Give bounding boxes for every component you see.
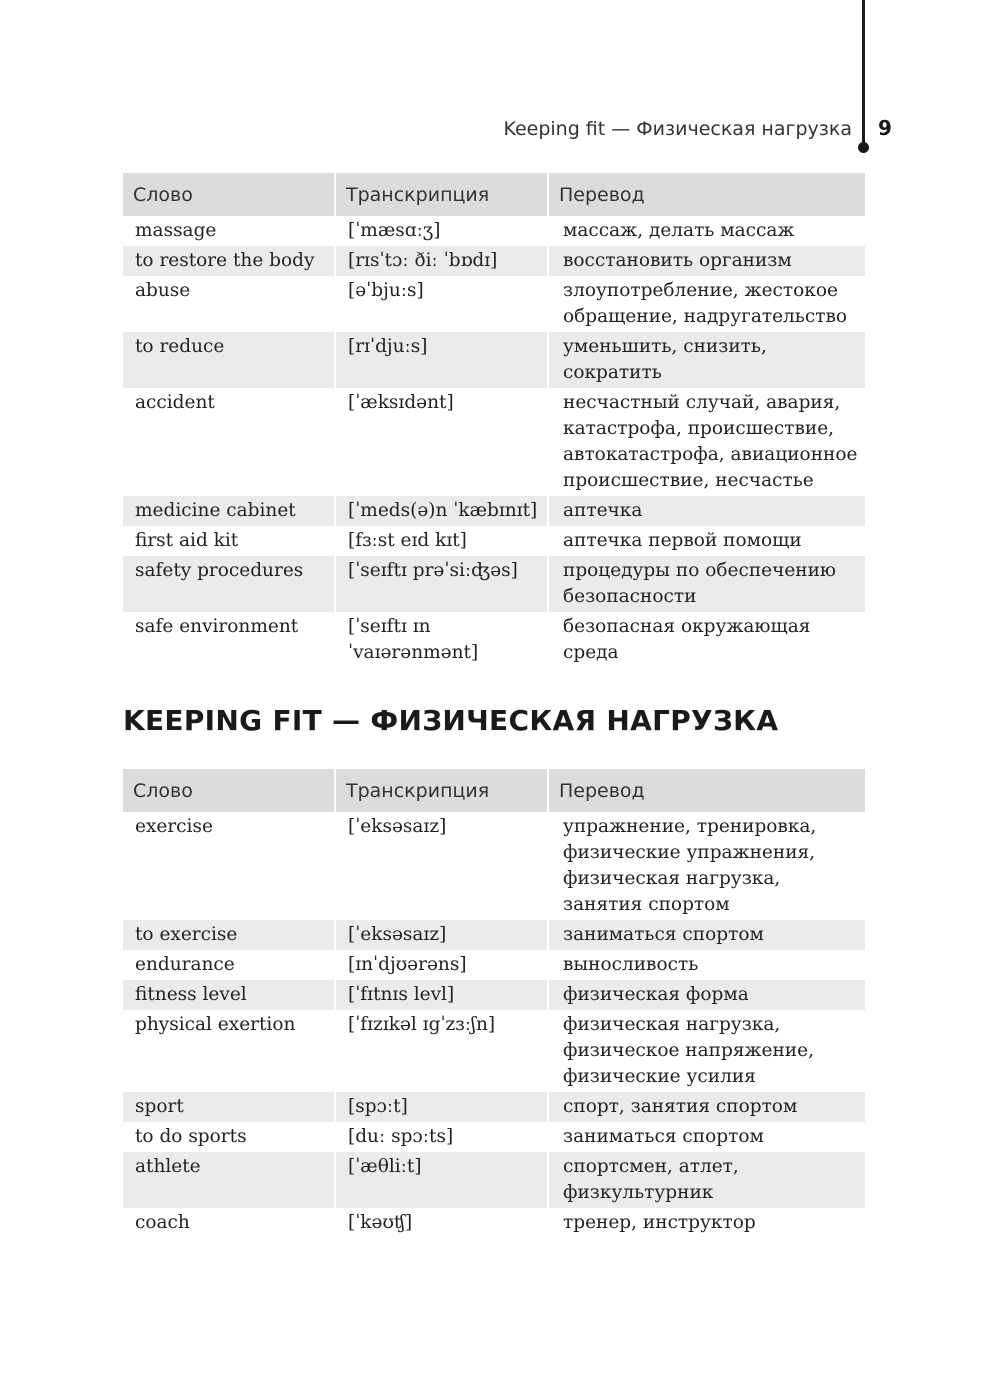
translation-cell: безопасная окружающая среда	[563, 616, 811, 663]
translation-cell: физическая форма	[548, 980, 865, 1010]
transcription-cell: [ˈeksəsaɪz]	[335, 812, 548, 920]
table-row	[123, 812, 865, 920]
table-row	[123, 1010, 865, 1092]
column-header-translation: Перевод	[548, 769, 865, 812]
transcription-cell: [spɔːt]	[335, 1092, 548, 1122]
translation-cell: процедуры по обеспечению безопасности	[548, 556, 865, 612]
table-row	[123, 276, 865, 332]
table-row	[123, 1152, 865, 1208]
word-cell: accident	[123, 388, 335, 496]
translation-cell: упражнение, тренировка, физические упражнения, физическая нагрузка, занятия спортом	[563, 816, 817, 915]
word-cell: athlete	[123, 1152, 335, 1208]
word-cell: sport	[123, 1092, 335, 1122]
word-cell: exercise	[123, 812, 335, 920]
transcription-cell: [fɜːst eɪd kɪt]	[335, 526, 548, 556]
translation-cell: спортсмен, атлет, физкультурник	[548, 1152, 865, 1208]
table-row	[123, 526, 865, 556]
table-row	[123, 920, 865, 950]
table-header-row	[123, 173, 865, 216]
table-row	[123, 216, 865, 246]
word-cell: to exercise	[123, 920, 335, 950]
word-cell: endurance	[123, 950, 335, 980]
translation-cell: массаж, делать массаж	[563, 220, 795, 241]
table-row	[123, 612, 865, 668]
transcription-cell: [ˈfɪzɪkəl ɪgˈzɜːʃn]	[335, 1010, 548, 1092]
word-cell: to do sports	[123, 1122, 335, 1152]
transcription-cell: [ˈæksɪdənt]	[335, 388, 548, 496]
word-cell: to reduce	[123, 332, 335, 388]
column-header-translation: Перевод	[548, 173, 865, 216]
table-row	[123, 1122, 865, 1152]
column-header-word: Слово	[123, 769, 335, 812]
vocab-table-fitness	[123, 769, 865, 1238]
running-header: Keeping fit — Физическая нагрузка	[503, 118, 852, 140]
translation-cell: восстановить организм	[548, 246, 865, 276]
table-row	[123, 1208, 865, 1238]
column-header-transcription: Транскрипция	[335, 173, 548, 216]
table-row	[123, 246, 865, 276]
table-row	[123, 1092, 865, 1122]
word-cell: abuse	[123, 276, 335, 332]
table-row	[123, 388, 865, 496]
transcription-cell: [ˈmeds(ə)n ˈkæbɪnɪt]	[335, 496, 548, 526]
word-cell: coach	[123, 1208, 335, 1238]
transcription-cell: [ˈmæsɑːʒ]	[335, 216, 548, 246]
word-cell: physical exertion	[123, 1010, 335, 1092]
table-row	[123, 332, 865, 388]
translation-cell: заниматься спортом	[548, 920, 865, 950]
column-header-word: Слово	[123, 173, 335, 216]
transcription-cell: [ˈseɪftɪ prəˈsiːʤəs]	[335, 556, 548, 612]
transcription-cell: [ˈeksəsaɪz]	[335, 920, 548, 950]
translation-cell: аптечка	[548, 496, 865, 526]
translation-cell: злоупотребление, жестокое обращение, надругательство	[563, 280, 848, 327]
translation-cell: спорт, занятия спортом	[548, 1092, 865, 1122]
header-rule-dot	[858, 142, 869, 153]
translation-cell: несчастный случай, авария, катастрофа, происшествие, автокатастрофа, авиационное происшествие, несчастье	[563, 392, 858, 491]
translation-cell: выносливость	[563, 954, 699, 975]
word-cell: fitness level	[123, 980, 335, 1010]
word-cell: safety procedures	[123, 556, 335, 612]
translation-cell: заниматься спортом	[563, 1126, 764, 1147]
table-row	[123, 980, 865, 1010]
word-cell: massage	[123, 216, 335, 246]
transcription-cell: [ˈfɪtnɪs levl]	[335, 980, 548, 1010]
transcription-cell: [ˈkəʊʧ]	[335, 1208, 548, 1238]
column-header-transcription: Транскрипция	[335, 769, 548, 812]
header-rule	[862, 0, 865, 146]
transcription-cell: [duː spɔːts]	[335, 1122, 548, 1152]
word-cell: safe environment	[123, 612, 335, 668]
translation-cell: уменьшить, снизить, сократить	[548, 332, 865, 388]
page-number: 9	[878, 116, 892, 140]
translation-cell: аптечка первой помощи	[563, 530, 802, 551]
transcription-cell: [ˈseɪftɪ ɪnˈvaɪərənmənt]	[335, 612, 548, 668]
transcription-cell: [ˈæθliːt]	[335, 1152, 548, 1208]
transcription-cell: [ɪnˈdjʊərəns]	[335, 950, 548, 980]
word-cell: first aid kit	[123, 526, 335, 556]
table-row	[123, 496, 865, 526]
translation-cell: тренер, инструктор	[563, 1212, 756, 1233]
transcription-cell: [rɪsˈtɔː ðiː ˈbɒdɪ]	[335, 246, 548, 276]
section-title: KEEPING FIT — ФИЗИЧЕСКАЯ НАГРУЗКА	[123, 704, 779, 737]
vocab-table-health	[123, 173, 865, 668]
word-cell: medicine cabinet	[123, 496, 335, 526]
transcription-cell: [rɪˈdjuːs]	[335, 332, 548, 388]
word-cell: to restore the body	[123, 246, 335, 276]
table-row	[123, 950, 865, 980]
table-header-row	[123, 769, 865, 812]
table-row	[123, 556, 865, 612]
transcription-cell: [əˈbjuːs]	[335, 276, 548, 332]
translation-cell: физическая нагрузка, физическое напряжение, физические усилия	[563, 1014, 814, 1087]
